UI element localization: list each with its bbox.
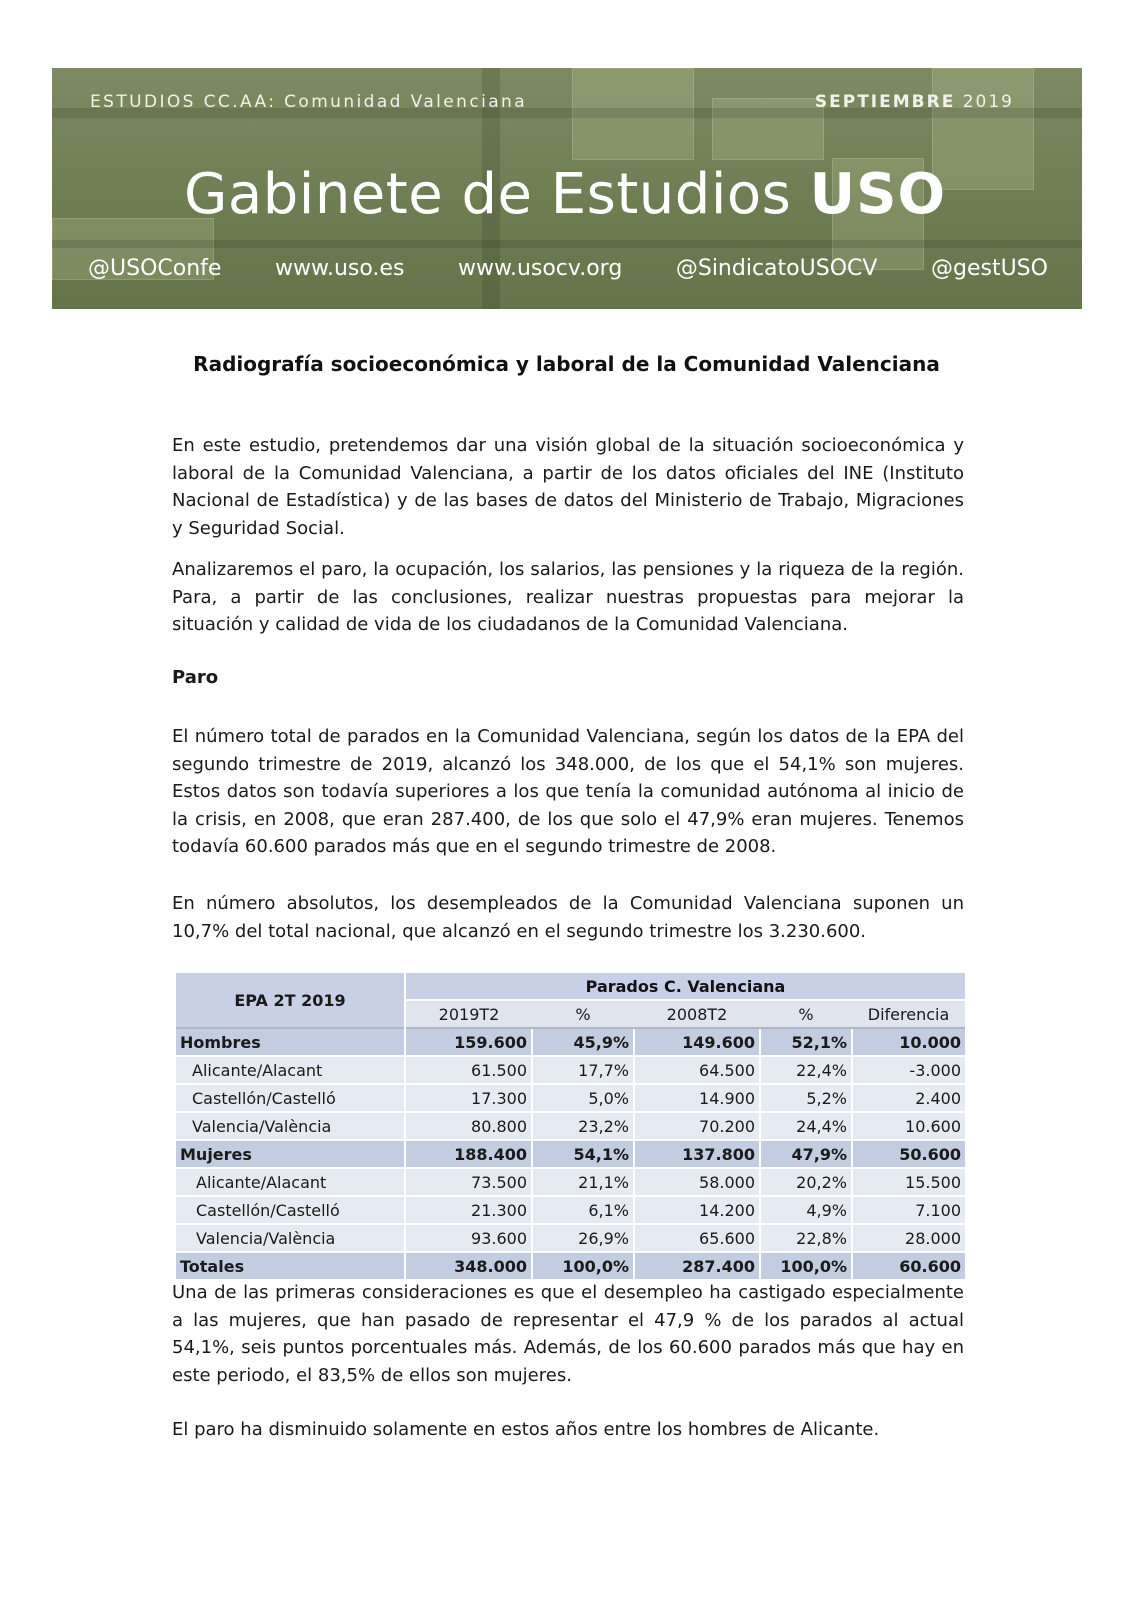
table-cell: -3.000 (852, 1056, 965, 1084)
table-cell: 21.300 (405, 1196, 532, 1224)
parados-table (176, 973, 965, 1281)
table-row (176, 1056, 965, 1084)
col-header-diferencia: Diferencia (852, 1000, 965, 1028)
banner-decor (932, 68, 1034, 190)
link-usocv-org[interactable]: www.usocv.org (457, 256, 623, 281)
banner-links (88, 256, 1048, 281)
paro-paragraph-4: El paro ha disminuido solamente en estos años entre los hombres de Alicante. (172, 1419, 880, 1440)
table-cell: 4,9% (760, 1196, 852, 1224)
table-cell: 188.400 (405, 1140, 532, 1168)
header-banner (52, 68, 1082, 309)
table-row (176, 1112, 965, 1140)
table-cell: 58.000 (634, 1168, 760, 1196)
table-cell: 65.600 (634, 1224, 760, 1252)
issue-date (815, 92, 1014, 112)
table-cell: 137.800 (634, 1140, 760, 1168)
table-row (176, 1084, 965, 1112)
table-cell: 28.000 (852, 1224, 965, 1252)
link-usoconfe[interactable]: @USOConfe (88, 256, 222, 281)
row-label: Totales (176, 1252, 405, 1280)
table-cell: 14.900 (634, 1084, 760, 1112)
issue-month: SEPTIEMBRE (814, 92, 956, 112)
paro-paragraph-2: En número absolutos, los desempleados de la Comunidad Valenciana suponen un 10,7% del total nacional, que alcanzó en el segundo trimestre los 3.230.600. (172, 893, 964, 942)
paro-paragraph-1: El número total de parados en la Comunidad Valenciana, según los datos de la EPA del segundo trimestre de 2019, alcanzó los 348.000, de los que el 54,1% son mujeres. Estos datos son todavía superiores a los que tenía la comunidad autónoma al inicio de la crisis, en 2008, que eran 287.400, de los que solo el 47,9% eran mujeres. Tenemos todavía 60.600 parados más que en el segundo trimestre de 2008. (172, 726, 964, 858)
row-label: Castellón/Castelló (176, 1084, 405, 1112)
series-label: ESTUDIOS CC.AA: Comunidad Valenciana (90, 92, 528, 112)
table-row (176, 1140, 965, 1168)
banner-decor (52, 240, 1082, 248)
uso-logo: USO (809, 162, 947, 227)
row-label: Alicante/Alacant (176, 1168, 405, 1196)
paro-paragraph-3: Una de las primeras consideraciones es que el desempleo ha castigado especialmente a las mujeres, que han pasado de representar el 47,9 % de los parados al actual 54,1%, seis puntos porcentuales más. Además, de los 60.600 parados más que hay en este periodo, el 83,5% de ellos son mujeres. (172, 1282, 964, 1386)
table-cell: 54,1% (532, 1140, 634, 1168)
table-row (176, 1028, 965, 1056)
row-label: Valencia/València (176, 1224, 405, 1252)
table-cell: 52,1% (760, 1028, 852, 1056)
table-cell: 50.600 (852, 1140, 965, 1168)
table-cell: 10.000 (852, 1028, 965, 1056)
table-row (176, 1252, 965, 1280)
table-cell: 22,8% (760, 1224, 852, 1252)
table-cell: 17.300 (405, 1084, 532, 1112)
table-cell: 60.600 (852, 1252, 965, 1280)
table-cell: 14.200 (634, 1196, 760, 1224)
banner-title (184, 162, 946, 227)
table-cell: 24,4% (760, 1112, 852, 1140)
table-cell: 26,9% (532, 1224, 634, 1252)
col-header-pct-2008: % (760, 1000, 852, 1028)
table-cell: 100,0% (760, 1252, 852, 1280)
table-cell: 47,9% (760, 1140, 852, 1168)
table-cell: 7.100 (852, 1196, 965, 1224)
col-header-2019t2: 2019T2 (405, 1000, 532, 1028)
table-group-header: Parados C. Valenciana (405, 973, 965, 1000)
link-gestuso[interactable]: @gestUSO (930, 256, 1048, 281)
row-label: Castellón/Castelló (176, 1196, 405, 1224)
table-cell: 61.500 (405, 1056, 532, 1084)
table-cell: 23,2% (532, 1112, 634, 1140)
table-cell: 5,2% (760, 1084, 852, 1112)
link-uso-es[interactable]: www.uso.es (275, 256, 405, 281)
table-cell: 17,7% (532, 1056, 634, 1084)
table-cell: 6,1% (532, 1196, 634, 1224)
col-header-pct-2019: % (532, 1000, 634, 1028)
section-heading-paro: Paro (172, 667, 219, 688)
issue-year: 2019 (962, 92, 1014, 112)
table-cell: 22,4% (760, 1056, 852, 1084)
table-cell: 70.200 (634, 1112, 760, 1140)
link-sindicatousocv[interactable]: @SindicatoUSOCV (675, 256, 878, 281)
table-cell: 10.600 (852, 1112, 965, 1140)
scope-paragraph: Analizaremos el paro, la ocupación, los salarios, las pensiones y la riqueza de la región. Para, a partir de las conclusiones, realizar nuestras propuestas para mejorar la situación y calidad de vida de los ciudadanos de la Comunidad Valenciana. (172, 559, 964, 636)
table-cell: 348.000 (405, 1252, 532, 1280)
table-row (176, 1224, 965, 1252)
table-corner-header: EPA 2T 2019 (176, 973, 405, 1028)
col-header-2008t2: 2008T2 (634, 1000, 760, 1028)
intro-paragraph: En este estudio, pretendemos dar una visión global de la situación socioeconómica y laboral de la Comunidad Valenciana, a partir de los datos oficiales del INE (Instituto Nacional de Estadística) y de las bases de datos del Ministerio de Trabajo, Migraciones y Seguridad Social. (172, 435, 964, 539)
table-cell: 159.600 (405, 1028, 532, 1056)
table-cell: 45,9% (532, 1028, 634, 1056)
table-cell: 64.500 (634, 1056, 760, 1084)
table-cell: 149.600 (634, 1028, 760, 1056)
table-cell: 100,0% (532, 1252, 634, 1280)
table-cell: 73.500 (405, 1168, 532, 1196)
table-cell: 287.400 (634, 1252, 760, 1280)
table-cell: 21,1% (532, 1168, 634, 1196)
document-title: Radiografía socioeconómica y laboral de la Comunidad Valenciana (193, 352, 940, 376)
row-label: Alicante/Alacant (176, 1056, 405, 1084)
row-label: Valencia/València (176, 1112, 405, 1140)
table-row (176, 1196, 965, 1224)
row-label: Hombres (176, 1028, 405, 1056)
table-cell: 2.400 (852, 1084, 965, 1112)
table-cell: 20,2% (760, 1168, 852, 1196)
table-row (176, 1168, 965, 1196)
table-cell: 80.800 (405, 1112, 532, 1140)
row-label: Mujeres (176, 1140, 405, 1168)
table-cell: 15.500 (852, 1168, 965, 1196)
banner-title-text: Gabinete de Estudios (184, 162, 792, 227)
table-cell: 5,0% (532, 1084, 634, 1112)
table-cell: 93.600 (405, 1224, 532, 1252)
